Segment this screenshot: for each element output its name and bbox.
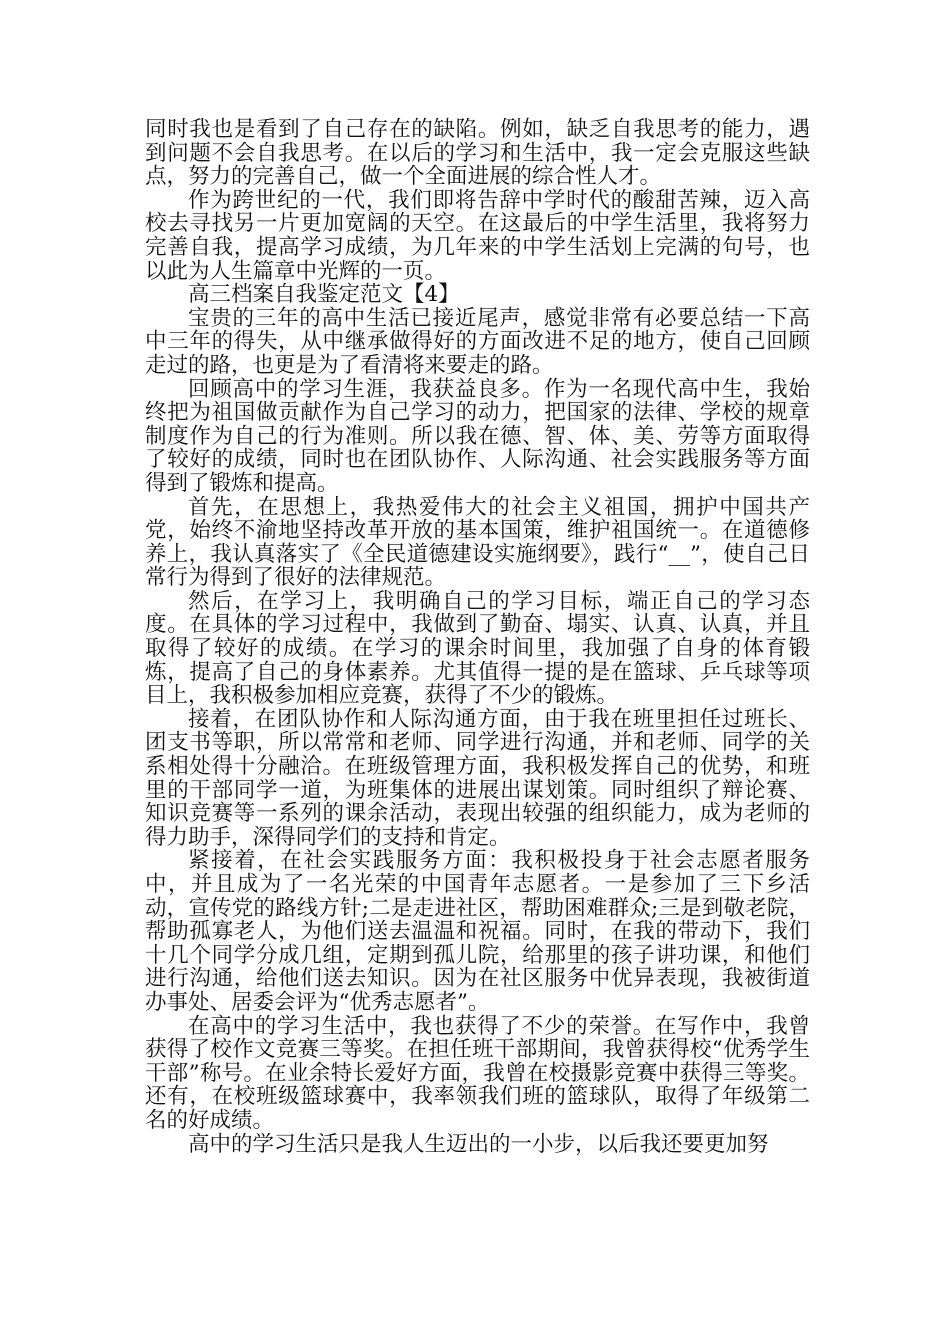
paragraph-1: 同时我也是看到了自己存在的缺陷。例如，缺乏自我思考的能力，遇到问题不会自我思考。在以后的学习和生活中，我一定会克服这些缺点，努力的完善自己，做一个全面进展的综合性人才。 (145, 117, 810, 190)
paragraph-9: 在高中的学习生活中，我也获得了不少的荣誉。在写作中，我曾获得了校作文竞赛三等奖。在担任班干部期间，我曾获得校“优秀学生干部”称号。在业余特长爱好方面，我曾在校摄影竞赛中获得三等奖。还有，在校班级篮球赛中，我率领我们班的篮球队，取得了年级第二名的好成绩。 (145, 1013, 810, 1133)
paragraph-2: 作为跨世纪的一代，我们即将告辞中学时代的酸甜苦辣，迈入高校去寻找另一片更加宽阔的天空。在这最后的中学生活里，我将努力完善自我，提高学习成绩，为几年来的中学生活划上完满的句号，也以此为人生篇章中光辉的一页。 (145, 187, 810, 284)
document-page (145, 118, 810, 1156)
paragraph-6: 然后，在学习上，我明确自己的学习目标，端正自己的学习态度。在具体的学习过程中，我做到了勤奋、塌实、认真、认真，并且取得了较好的成绩。在学习的课余时间里，我加强了自身的体育锻炼，提高了自己的身体素养。尤其值得一提的是在篮球、乒乓球等项目上，我积极参加相应竞赛，获得了不少的锻炼。 (145, 588, 810, 709)
section-heading: 高三档案自我鉴定范文【4】 (188, 282, 460, 308)
paragraph-5: 首先，在思想上，我热爱伟大的社会主义祖国，拥护中国共产党，始终不渝地坚持改革开放的基本国策，维护祖国统一。在道德修养上，我认真落实了《全民道德建设实施纲要》，践行“__”，使自己日常行为得到了很好的法律规范。 (145, 494, 810, 591)
paragraph-4: 回顾高中的学习生涯，我获益良多。作为一名现代高中生，我始终把为祖国做贡献作为自己学习的动力，把国家的法律、学校的规章制度作为自己的行为准则。所以我在德、智、体、美、劳等方面取得了较好的成绩，同时也在团队协作、人际沟通、社会实践服务等方面得到了锻炼和提高。 (145, 376, 810, 496)
paragraph-10: 高中的学习生活只是我人生迈出的一小步，以后我还要更加努 (188, 1131, 769, 1157)
paragraph-8: 紧接着，在社会实践服务方面：我积极投身于社会志愿者服务中，并且成为了一名光荣的中国青年志愿者。一是参加了三下乡活动，宣传党的路线方针;二是走进社区，帮助困难群众;三是到敬老院，帮助孤寡老人，为他们送去温温和祝福。同时，在我的带动下，我们十几个同学分成几组，定期到孤儿院，给那里的孩子讲功课，和他们进行沟通，给他们送去知识。因为在社区服务中优异表现，我被街道办事处、居委会评为“优秀志愿者”。 (145, 848, 810, 1015)
paragraph-7: 接着，在团队协作和人际沟通方面，由于我在班里担任过班长、团支书等职，所以常常和老师、同学进行沟通，并和老师、同学的关系相处得十分融洽。在班级管理方面，我积极发挥自己的优势，和班里的干部同学一道，为班集体的进展出谋划策。同时组织了辩论赛、知识竞赛等一系列的课余活动，表现出较强的组织能力，成为老师的得力助手，深得同学们的支持和肯定。 (145, 706, 810, 850)
paragraph-3: 宝贵的三年的高中生活已接近尾声，感觉非常有必要总结一下高中三年的得失，从中继承做得好的方面改进不足的地方，使自己回顾走过的路，也更是为了看清将来要走的路。 (145, 305, 810, 378)
